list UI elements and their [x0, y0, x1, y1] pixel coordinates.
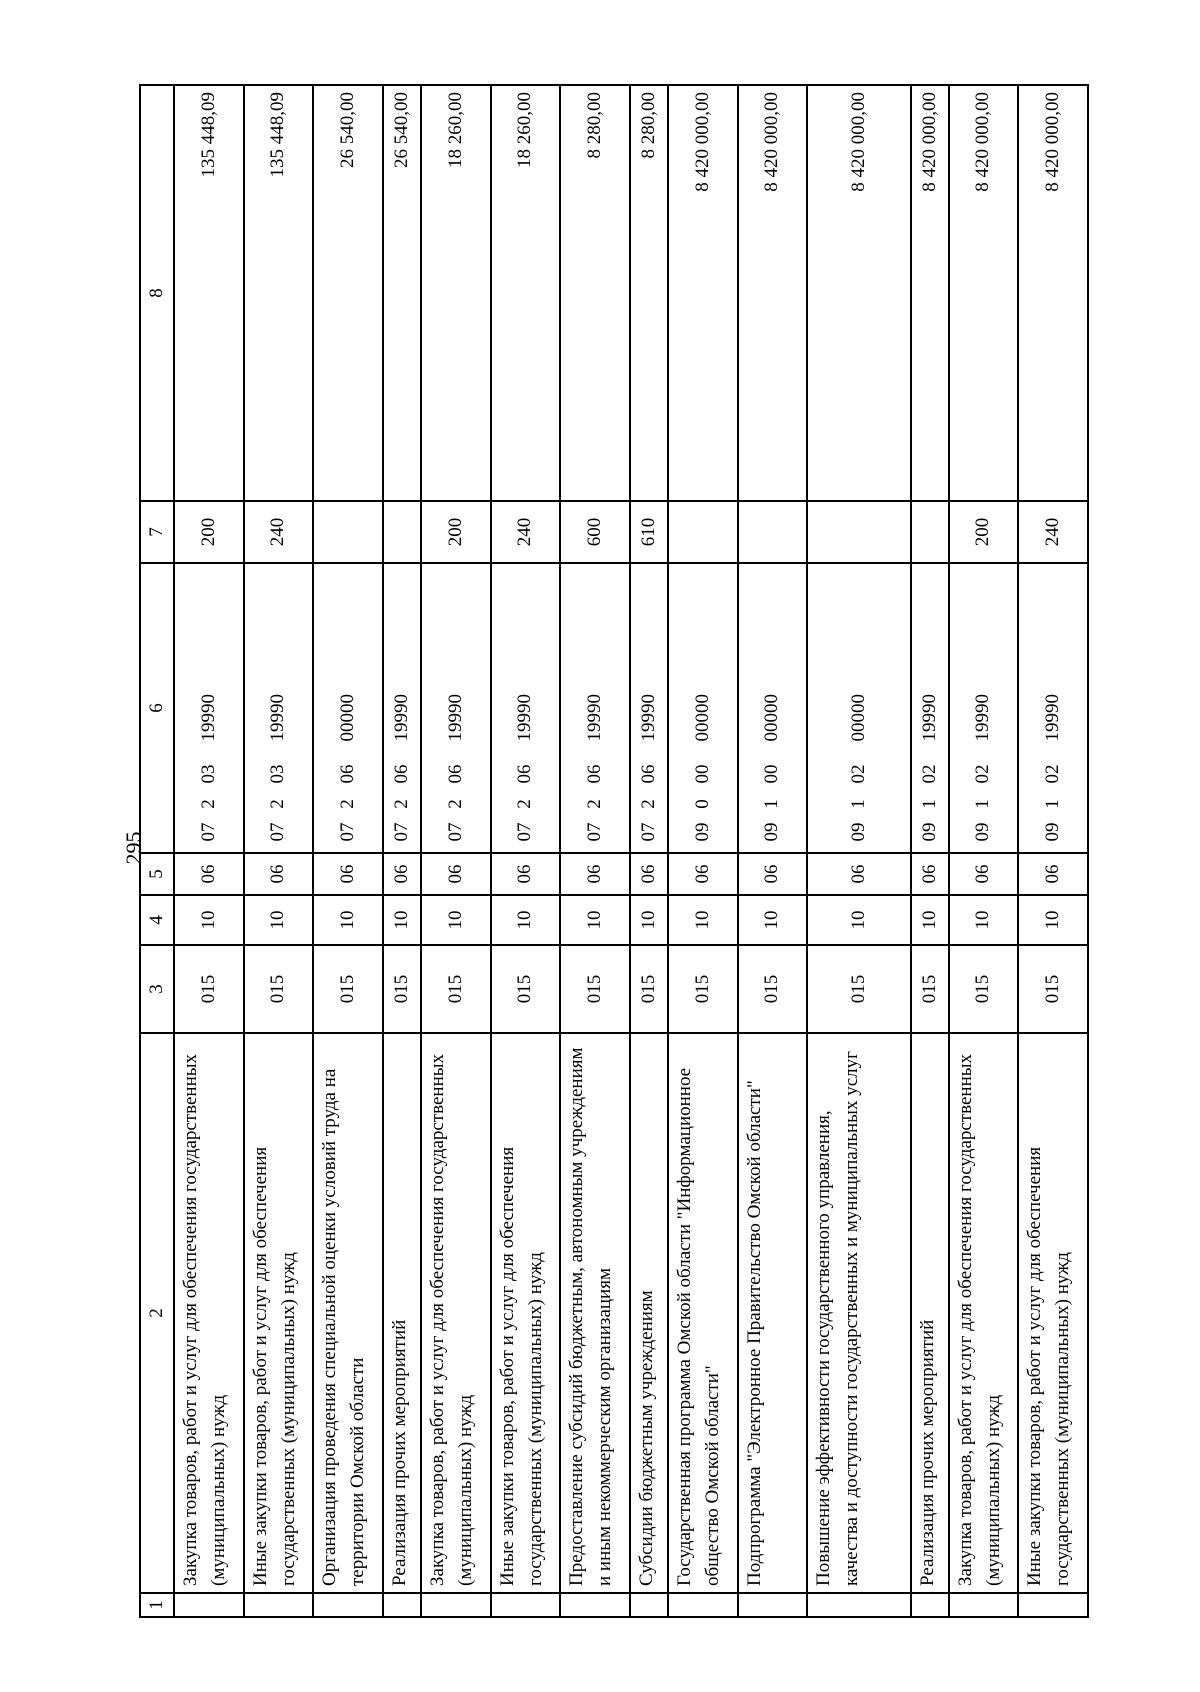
target-code-part-4: 00000	[337, 694, 359, 742]
cell-col3: 015	[807, 945, 910, 1033]
cell-col4: 10	[949, 895, 1019, 945]
target-code-part-1: 07	[337, 822, 359, 842]
column-header-3: 3	[140, 945, 174, 1033]
target-code-part-3: 03	[267, 764, 289, 784]
table-row	[668, 85, 738, 1617]
cell-expense-type	[911, 501, 949, 563]
cell-description: Закупка товаров, работ и услуг для обеспечения государственных (муниципальных) нужд	[174, 1033, 244, 1593]
cell-expense-type	[807, 501, 910, 563]
cell-col1	[738, 1593, 808, 1617]
target-code-part-2: 2	[197, 799, 219, 809]
cell-col3: 015	[668, 945, 738, 1033]
cell-col1	[668, 1593, 738, 1617]
cell-col1	[491, 1593, 561, 1617]
cell-col4: 10	[560, 895, 630, 945]
column-header-6: 6	[140, 563, 174, 853]
cell-amount: 8 280,00	[560, 85, 630, 501]
cell-expense-type	[313, 501, 383, 563]
cell-col3: 015	[949, 945, 1019, 1033]
target-code-part-2: 1	[972, 799, 994, 809]
target-code-part-4: 00000	[691, 694, 713, 742]
target-code-part-4: 19990	[972, 694, 994, 742]
target-code-part-4: 19990	[267, 694, 289, 742]
target-code-part-3: 06	[337, 764, 359, 784]
target-code-part-1: 09	[918, 822, 940, 842]
cell-col4: 10	[421, 895, 491, 945]
cell-amount: 135 448,09	[174, 85, 244, 501]
cell-amount: 18 260,00	[491, 85, 561, 501]
target-code-part-4: 19990	[584, 694, 606, 742]
budget-table	[139, 84, 1089, 1618]
cell-amount: 8 420 000,00	[1018, 85, 1088, 501]
target-code-part-3: 02	[1042, 764, 1064, 784]
cell-target-code	[738, 563, 808, 853]
cell-col3: 015	[174, 945, 244, 1033]
column-header-5: 5	[140, 853, 174, 895]
cell-expense-type: 240	[491, 501, 561, 563]
table-row	[174, 85, 244, 1617]
target-code-part-4: 19990	[390, 694, 412, 742]
cell-expense-type	[383, 501, 421, 563]
cell-col4: 10	[807, 895, 910, 945]
cell-target-code	[421, 563, 491, 853]
column-header-2: 2	[140, 1033, 174, 1593]
page-number: 295	[121, 831, 146, 865]
cell-col5: 06	[313, 853, 383, 895]
cell-col5: 06	[949, 853, 1019, 895]
cell-col3: 015	[630, 945, 668, 1033]
cell-target-code	[668, 563, 738, 853]
cell-target-code	[244, 563, 314, 853]
target-code-part-1: 09	[847, 822, 869, 842]
cell-expense-type: 240	[1018, 501, 1088, 563]
cell-target-code	[383, 563, 421, 853]
cell-col4: 10	[738, 895, 808, 945]
table-row	[949, 85, 1019, 1617]
cell-amount: 8 420 000,00	[668, 85, 738, 501]
cell-col3: 015	[491, 945, 561, 1033]
column-header-8: 8	[140, 85, 174, 501]
target-code-part-1: 07	[584, 822, 606, 842]
cell-col1	[560, 1593, 630, 1617]
cell-description: Иные закупки товаров, работ и услуг для обеспечения государственных (муниципальных) нужд	[244, 1033, 314, 1593]
target-code-part-1: 09	[691, 822, 713, 842]
target-code-part-3: 03	[197, 764, 219, 784]
cell-col3: 015	[1018, 945, 1088, 1033]
cell-description: Предоставление субсидий бюджетным, автономным учреждениям и иным некоммерческим организациям	[560, 1033, 630, 1593]
cell-target-code	[491, 563, 561, 853]
cell-target-code	[949, 563, 1019, 853]
target-code-part-2: 0	[691, 799, 713, 809]
cell-col5: 06	[807, 853, 910, 895]
column-header-1: 1	[140, 1593, 174, 1617]
cell-col1	[949, 1593, 1019, 1617]
target-code-part-4: 19990	[444, 694, 466, 742]
target-code-part-2: 1	[847, 799, 869, 809]
cell-expense-type: 200	[174, 501, 244, 563]
target-code-part-4: 19990	[197, 694, 219, 742]
cell-col1	[807, 1593, 910, 1617]
cell-col5: 06	[174, 853, 244, 895]
target-code-part-4: 19990	[514, 694, 536, 742]
target-code-part-1: 07	[390, 822, 412, 842]
cell-target-code	[560, 563, 630, 853]
target-code-part-4: 19990	[918, 694, 940, 742]
target-code-part-1: 07	[267, 822, 289, 842]
cell-amount: 26 540,00	[313, 85, 383, 501]
cell-expense-type: 200	[421, 501, 491, 563]
cell-amount: 135 448,09	[244, 85, 314, 501]
cell-col3: 015	[383, 945, 421, 1033]
cell-col5: 06	[421, 853, 491, 895]
target-code-part-2: 2	[444, 799, 466, 809]
target-code-part-1: 07	[444, 822, 466, 842]
target-code-part-3: 06	[390, 764, 412, 784]
cell-description: Закупка товаров, работ и услуг для обеспечения государственных (муниципальных) нужд	[949, 1033, 1019, 1593]
cell-description: Иные закупки товаров, работ и услуг для обеспечения государственных (муниципальных) нужд	[491, 1033, 561, 1593]
target-code-part-2: 2	[267, 799, 289, 809]
cell-description: Субсидии бюджетным учреждениям	[630, 1033, 668, 1593]
target-code-part-4: 19990	[637, 694, 659, 742]
cell-expense-type: 610	[630, 501, 668, 563]
cell-target-code	[313, 563, 383, 853]
cell-amount: 8 420 000,00	[911, 85, 949, 501]
cell-expense-type: 600	[560, 501, 630, 563]
cell-expense-type	[668, 501, 738, 563]
cell-target-code	[911, 563, 949, 853]
cell-col4: 10	[911, 895, 949, 945]
cell-col4: 10	[174, 895, 244, 945]
target-code-part-3: 06	[514, 764, 536, 784]
cell-description: Подпрограмма "Электронное Правительство Омской области"	[738, 1033, 808, 1593]
cell-col5: 06	[560, 853, 630, 895]
table-row	[807, 85, 910, 1617]
target-code-part-1: 09	[761, 822, 783, 842]
table-row	[313, 85, 383, 1617]
cell-col4: 10	[1018, 895, 1088, 945]
cell-amount: 8 420 000,00	[738, 85, 808, 501]
cell-col5: 06	[738, 853, 808, 895]
cell-expense-type: 200	[949, 501, 1019, 563]
cell-description: Иные закупки товаров, работ и услуг для обеспечения государственных (муниципальных) нужд	[1018, 1033, 1088, 1593]
budget-table-frame	[139, 84, 1089, 1618]
cell-col1	[244, 1593, 314, 1617]
target-code-part-3: 02	[918, 764, 940, 784]
target-code-part-1: 09	[1042, 822, 1064, 842]
target-code-part-2: 1	[1042, 799, 1064, 809]
cell-col3: 015	[313, 945, 383, 1033]
cell-col5: 06	[244, 853, 314, 895]
cell-col3: 015	[421, 945, 491, 1033]
cell-col5: 06	[630, 853, 668, 895]
cell-description: Повышение эффективности государственного управления, качества и доступности государственных и муниципальных услуг	[807, 1033, 910, 1593]
cell-col5: 06	[383, 853, 421, 895]
table-row	[1018, 85, 1088, 1617]
cell-description: Организация проведения специальной оценки условий труда на территории Омской области	[313, 1033, 383, 1593]
target-code-part-3: 00	[761, 764, 783, 784]
cell-description: Реализация прочих мероприятий	[383, 1033, 421, 1593]
cell-col1	[911, 1593, 949, 1617]
target-code-part-1: 09	[972, 822, 994, 842]
table-row	[491, 85, 561, 1617]
cell-col3: 015	[560, 945, 630, 1033]
table-row	[911, 85, 949, 1617]
cell-target-code	[1018, 563, 1088, 853]
cell-col1	[1018, 1593, 1088, 1617]
cell-col5: 06	[1018, 853, 1088, 895]
target-code-part-3: 00	[691, 764, 713, 784]
cell-amount: 18 260,00	[421, 85, 491, 501]
cell-target-code	[174, 563, 244, 853]
column-header-7: 7	[140, 501, 174, 563]
table-row	[421, 85, 491, 1617]
target-code-part-2: 1	[918, 799, 940, 809]
cell-amount: 26 540,00	[383, 85, 421, 501]
target-code-part-1: 07	[514, 822, 536, 842]
target-code-part-3: 06	[444, 764, 466, 784]
target-code-part-3: 02	[972, 764, 994, 784]
target-code-part-1: 07	[637, 822, 659, 842]
target-code-part-3: 02	[847, 764, 869, 784]
table-body	[174, 85, 1088, 1617]
cell-col3: 015	[911, 945, 949, 1033]
table-row	[383, 85, 421, 1617]
header-row	[140, 85, 174, 1617]
target-code-part-2: 2	[514, 799, 536, 809]
cell-description: Реализация прочих мероприятий	[911, 1033, 949, 1593]
cell-col4: 10	[491, 895, 561, 945]
cell-col1	[421, 1593, 491, 1617]
target-code-part-2: 2	[637, 799, 659, 809]
target-code-part-3: 06	[584, 764, 606, 784]
cell-target-code	[630, 563, 668, 853]
target-code-part-3: 06	[637, 764, 659, 784]
table-row	[630, 85, 668, 1617]
cell-col1	[383, 1593, 421, 1617]
cell-amount: 8 280,00	[630, 85, 668, 501]
column-header-4: 4	[140, 895, 174, 945]
cell-target-code	[807, 563, 910, 853]
cell-amount: 8 420 000,00	[807, 85, 910, 501]
cell-col4: 10	[244, 895, 314, 945]
cell-col4: 10	[383, 895, 421, 945]
table-row	[560, 85, 630, 1617]
target-code-part-2: 2	[337, 799, 359, 809]
cell-amount: 8 420 000,00	[949, 85, 1019, 501]
cell-col1	[630, 1593, 668, 1617]
target-code-part-4: 00000	[761, 694, 783, 742]
cell-expense-type	[738, 501, 808, 563]
target-code-part-2: 1	[761, 799, 783, 809]
target-code-part-2: 2	[390, 799, 412, 809]
table-row	[244, 85, 314, 1617]
cell-col4: 10	[668, 895, 738, 945]
cell-col1	[313, 1593, 383, 1617]
cell-col1	[174, 1593, 244, 1617]
cell-col3: 015	[738, 945, 808, 1033]
table-row	[738, 85, 808, 1617]
cell-description: Закупка товаров, работ и услуг для обеспечения государственных (муниципальных) нужд	[421, 1033, 491, 1593]
target-code-part-2: 2	[584, 799, 606, 809]
cell-expense-type: 240	[244, 501, 314, 563]
cell-col4: 10	[630, 895, 668, 945]
cell-col5: 06	[668, 853, 738, 895]
target-code-part-4: 19990	[1042, 694, 1064, 742]
cell-col5: 06	[491, 853, 561, 895]
cell-col3: 015	[244, 945, 314, 1033]
target-code-part-1: 07	[197, 822, 219, 842]
target-code-part-4: 00000	[847, 694, 869, 742]
cell-col4: 10	[313, 895, 383, 945]
cell-col5: 06	[911, 853, 949, 895]
cell-description: Государственная программа Омской области "Информационное общество Омской области"	[668, 1033, 738, 1593]
